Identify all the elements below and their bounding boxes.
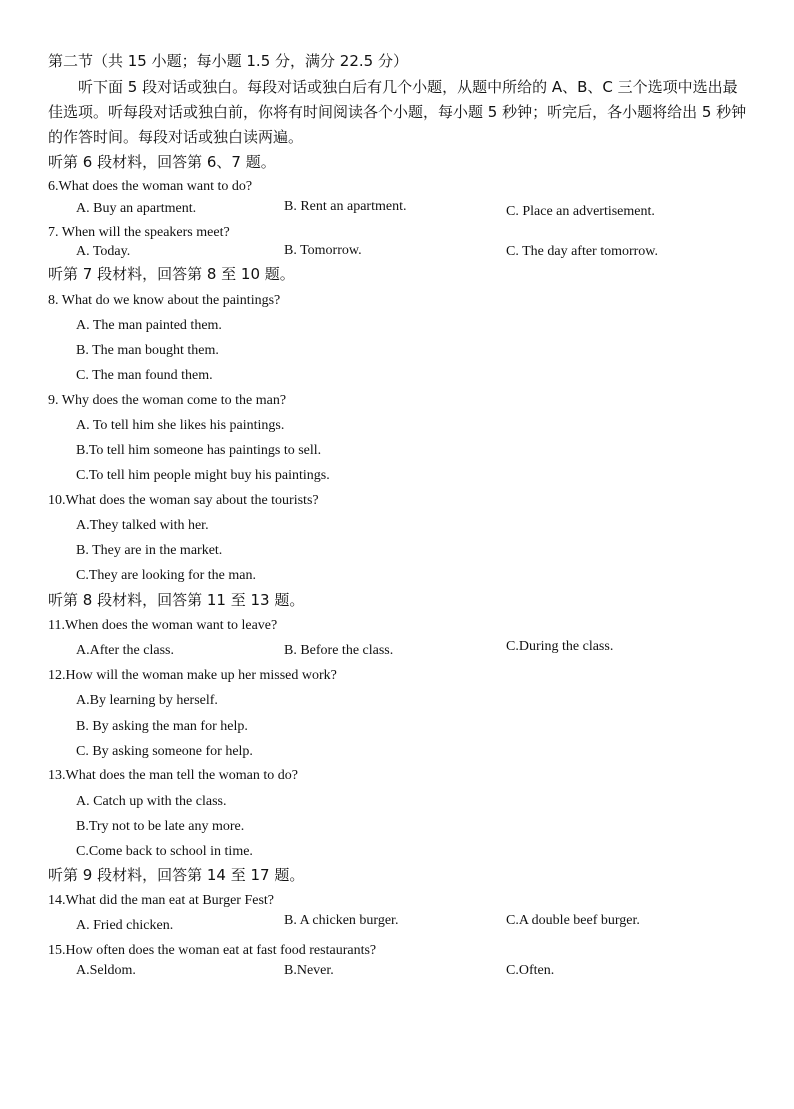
question-13-stem: 13.What does the man tell the woman to do? bbox=[48, 768, 298, 783]
question-14-option-b: B. A chicken burger. bbox=[284, 913, 399, 928]
question-14-stem: 14.What did the man eat at Burger Fest? bbox=[48, 893, 275, 908]
question-6-option-a: A. Buy an apartment. bbox=[76, 201, 197, 216]
question-15-stem: 15.How often does the woman eat at fast food restaurants? bbox=[48, 943, 377, 958]
question-8-option-b: B. The man bought them. bbox=[76, 343, 219, 358]
question-15-option-b: B.Never. bbox=[284, 963, 334, 978]
question-13-option-a: A. Catch up with the class. bbox=[76, 794, 227, 809]
question-10-option-a: A.They talked with her. bbox=[76, 518, 209, 533]
question-7-option-c: C. The day after tomorrow. bbox=[506, 244, 659, 259]
question-12-stem: 12.How will the woman make up her missed work? bbox=[48, 668, 337, 683]
question-15-option-a: A.Seldom. bbox=[76, 963, 136, 978]
question-10-stem: 10.What does the woman say about the tourists? bbox=[48, 493, 319, 508]
question-13-option-c: C.Come back to school in time. bbox=[76, 844, 253, 859]
question-11-option-b: B. Before the class. bbox=[284, 643, 394, 658]
question-8-option-a: A. The man painted them. bbox=[76, 318, 222, 333]
group-heading-7: 听第 7 段材料，回答第 8 至 10 题。 bbox=[48, 265, 295, 283]
section-title: 第二节（共 15 小题；每小题 1.5 分，满分 22.5 分） bbox=[48, 52, 408, 70]
question-7-option-b: B. Tomorrow. bbox=[284, 243, 362, 258]
question-6-stem: 6.What does the woman want to do? bbox=[48, 179, 253, 194]
question-11-stem: 11.When does the woman want to leave? bbox=[48, 618, 278, 633]
question-8-option-c: C. The man found them. bbox=[76, 368, 213, 383]
question-7-option-a: A. Today. bbox=[76, 244, 131, 259]
question-15-option-c: C.Often. bbox=[506, 963, 555, 978]
question-12-option-a: A.By learning by herself. bbox=[76, 693, 218, 708]
question-9-option-c: C.To tell him people might buy his paintings. bbox=[76, 468, 330, 483]
question-13-option-b: B.Try not to be late any more. bbox=[76, 819, 245, 834]
question-11-option-c: C.During the class. bbox=[506, 639, 614, 654]
question-14-option-c: C.A double beef burger. bbox=[506, 913, 640, 928]
question-9-option-a: A. To tell him she likes his paintings. bbox=[76, 418, 285, 433]
question-10-option-b: B. They are in the market. bbox=[76, 543, 223, 558]
question-6-option-b: B. Rent an apartment. bbox=[284, 199, 407, 214]
question-12-option-c: C. By asking someone for help. bbox=[76, 744, 253, 759]
section-instructions: 听下面 5 段对话或独白。每段对话或独白后有几个小题，从题中所给的 A、B、C 三个选项中选出最佳选项。听每段对话或独白前，你将有时间阅读各个小题，每小题 5 秒钟；听完后，各小题将给出 5 秒钟的作答时间。每段对话或独白读两遍。 bbox=[48, 78, 747, 146]
group-heading-6: 听第 6 段材料，回答第 6、7 题。 bbox=[48, 153, 276, 171]
question-6-option-c: C. Place an advertisement. bbox=[506, 204, 655, 219]
question-12-option-b: B. By asking the man for help. bbox=[76, 719, 248, 734]
question-8-stem: 8. What do we know about the paintings? bbox=[48, 293, 281, 308]
group-heading-9: 听第 9 段材料，回答第 14 至 17 题。 bbox=[48, 866, 305, 884]
question-9-option-b: B.To tell him someone has paintings to sell. bbox=[76, 443, 322, 458]
question-9-stem: 9. Why does the woman come to the man? bbox=[48, 393, 287, 408]
group-heading-8: 听第 8 段材料，回答第 11 至 13 题。 bbox=[48, 591, 305, 609]
question-10-option-c: C.They are looking for the man. bbox=[76, 568, 257, 583]
question-7-stem: 7. When will the speakers meet? bbox=[48, 225, 230, 240]
question-14-option-a: A. Fried chicken. bbox=[76, 918, 174, 933]
question-11-option-a: A.After the class. bbox=[76, 643, 174, 658]
